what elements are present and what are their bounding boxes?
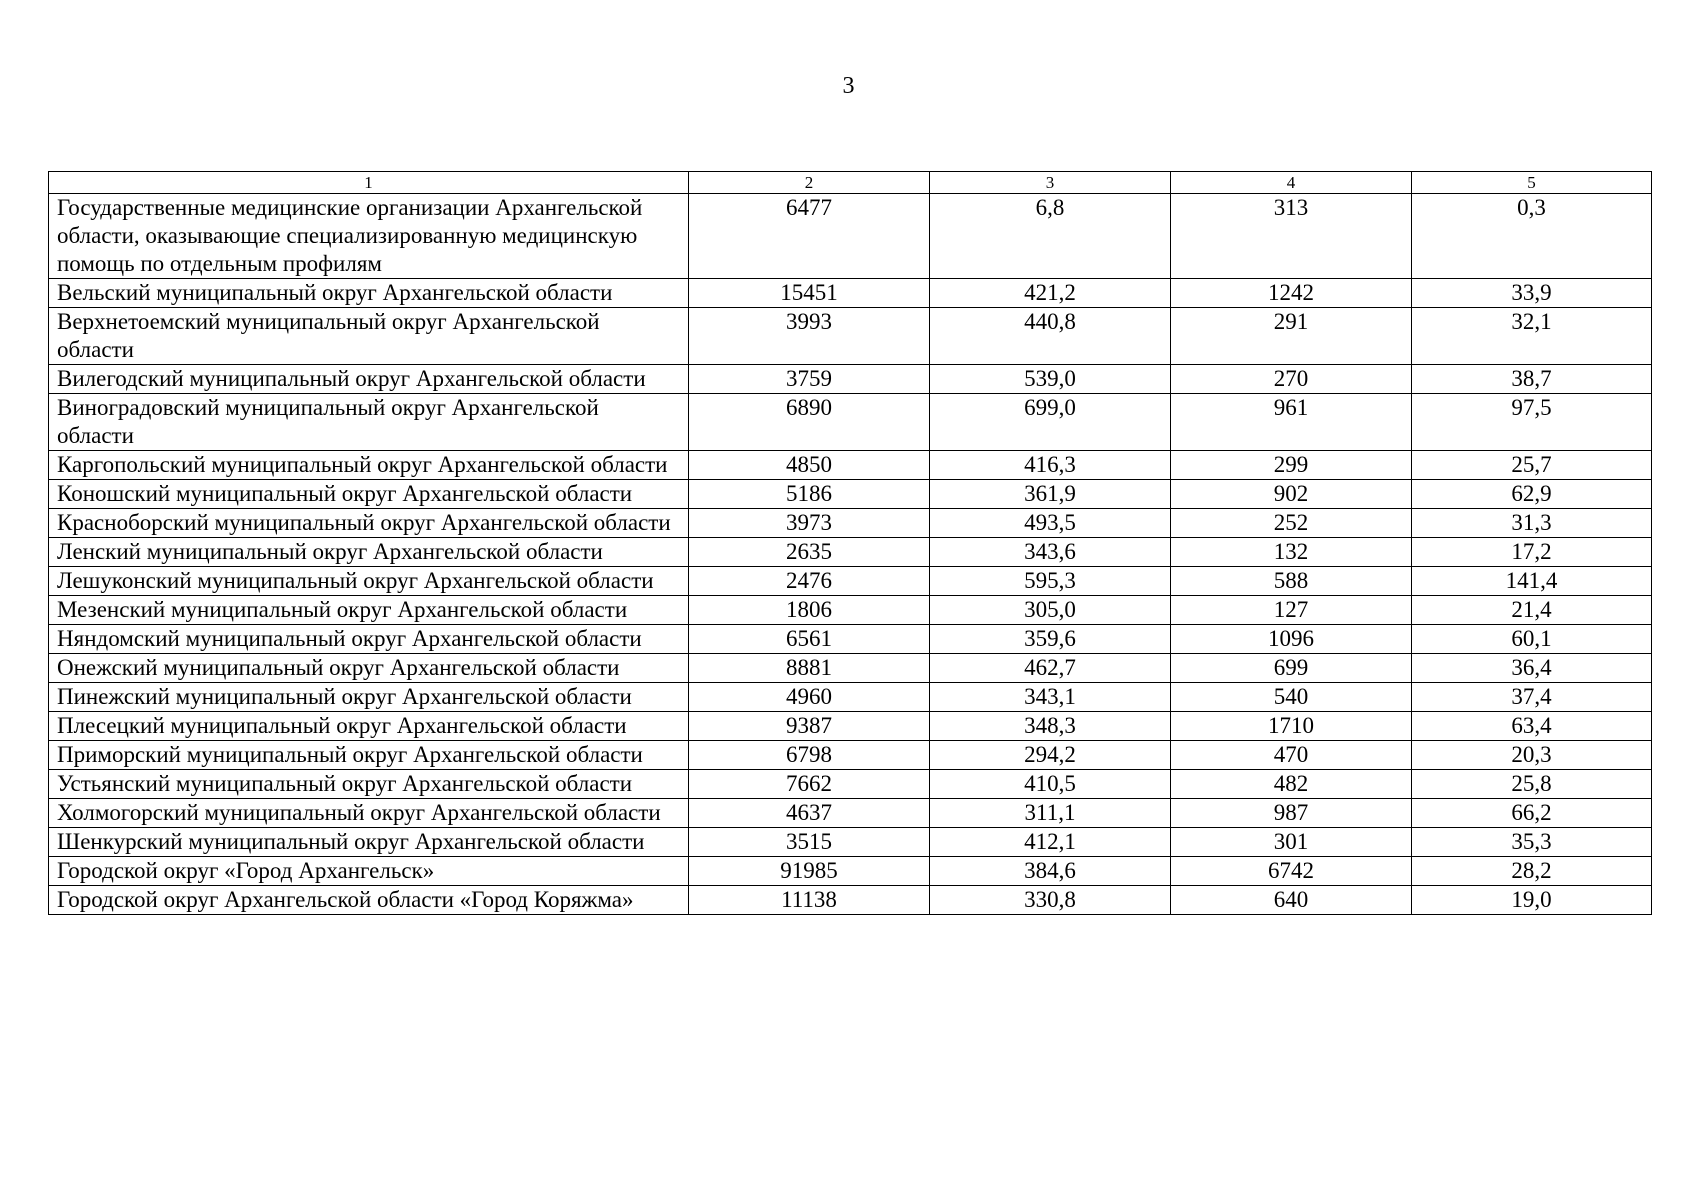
- table-row: [49, 538, 1652, 567]
- col5-value-cell: 60,1: [1412, 625, 1652, 654]
- table-row: [49, 799, 1652, 828]
- col3-value-cell: 311,1: [930, 799, 1171, 828]
- col5-value-cell: 25,8: [1412, 770, 1652, 799]
- col5-value-cell: 33,9: [1412, 279, 1652, 308]
- col4-value-cell: 540: [1171, 683, 1412, 712]
- table-row: [49, 741, 1652, 770]
- organization-name-cell: Верхнетоемский муниципальный округ Архангельской области: [49, 308, 689, 365]
- col4-value-cell: 640: [1171, 886, 1412, 915]
- organization-name-cell: Устьянский муниципальный округ Архангельской области: [49, 770, 689, 799]
- organization-name-cell: Лешуконский муниципальный округ Архангельской области: [49, 567, 689, 596]
- col2-value-cell: 8881: [689, 654, 930, 683]
- col3-value-cell: 361,9: [930, 480, 1171, 509]
- col5-value-cell: 36,4: [1412, 654, 1652, 683]
- organization-name-cell: Приморский муниципальный округ Архангельской области: [49, 741, 689, 770]
- col4-value-cell: 252: [1171, 509, 1412, 538]
- col3-value-cell: 410,5: [930, 770, 1171, 799]
- organization-name-cell: Коношский муниципальный округ Архангельской области: [49, 480, 689, 509]
- col3-value-cell: 412,1: [930, 828, 1171, 857]
- table-row: [49, 886, 1652, 915]
- header-row: [49, 172, 1652, 194]
- col5-value-cell: 97,5: [1412, 394, 1652, 451]
- table-row: [49, 596, 1652, 625]
- col5-value-cell: 62,9: [1412, 480, 1652, 509]
- col3-value-cell: 416,3: [930, 451, 1171, 480]
- col3-value-cell: 699,0: [930, 394, 1171, 451]
- col3-value-cell: 384,6: [930, 857, 1171, 886]
- column-header-1: 1: [49, 172, 689, 194]
- table-row: [49, 451, 1652, 480]
- table-row: [49, 654, 1652, 683]
- col2-value-cell: 6477: [689, 194, 930, 279]
- organization-name-cell: Шенкурский муниципальный округ Архангельской области: [49, 828, 689, 857]
- col5-value-cell: 17,2: [1412, 538, 1652, 567]
- table-row: [49, 365, 1652, 394]
- col5-value-cell: 38,7: [1412, 365, 1652, 394]
- col2-value-cell: 3515: [689, 828, 930, 857]
- col3-value-cell: 595,3: [930, 567, 1171, 596]
- organization-name-cell: Красноборский муниципальный округ Архангельской области: [49, 509, 689, 538]
- organization-name-cell: Пинежский муниципальный округ Архангельской области: [49, 683, 689, 712]
- col3-value-cell: 348,3: [930, 712, 1171, 741]
- col5-value-cell: 32,1: [1412, 308, 1652, 365]
- column-header-2: 2: [689, 172, 930, 194]
- col3-value-cell: 440,8: [930, 308, 1171, 365]
- col5-value-cell: 0,3: [1412, 194, 1652, 279]
- col4-value-cell: 987: [1171, 799, 1412, 828]
- col5-value-cell: 28,2: [1412, 857, 1652, 886]
- col2-value-cell: 3759: [689, 365, 930, 394]
- table-row: [49, 394, 1652, 451]
- table-row: [49, 770, 1652, 799]
- col4-value-cell: 291: [1171, 308, 1412, 365]
- col2-value-cell: 5186: [689, 480, 930, 509]
- col4-value-cell: 1242: [1171, 279, 1412, 308]
- col4-value-cell: 1710: [1171, 712, 1412, 741]
- col4-value-cell: 6742: [1171, 857, 1412, 886]
- col5-value-cell: 20,3: [1412, 741, 1652, 770]
- organization-name-cell: Няндомский муниципальный округ Архангельской области: [49, 625, 689, 654]
- col4-value-cell: 482: [1171, 770, 1412, 799]
- col5-value-cell: 21,4: [1412, 596, 1652, 625]
- col4-value-cell: 270: [1171, 365, 1412, 394]
- table-row: [49, 509, 1652, 538]
- col4-value-cell: 699: [1171, 654, 1412, 683]
- col3-value-cell: 343,1: [930, 683, 1171, 712]
- col3-value-cell: 539,0: [930, 365, 1171, 394]
- organization-name-cell: Государственные медицинские организации Архангельской области, оказывающие специализированную медицинскую помощь по отдельным профилям: [49, 194, 689, 279]
- page-number: 3: [842, 73, 855, 99]
- table-row: [49, 567, 1652, 596]
- col5-value-cell: 19,0: [1412, 886, 1652, 915]
- col2-value-cell: 2635: [689, 538, 930, 567]
- table-row: [49, 683, 1652, 712]
- col2-value-cell: 9387: [689, 712, 930, 741]
- organization-name-cell: Вельский муниципальный округ Архангельской области: [49, 279, 689, 308]
- col4-value-cell: 961: [1171, 394, 1412, 451]
- col4-value-cell: 132: [1171, 538, 1412, 567]
- column-header-4: 4: [1171, 172, 1412, 194]
- column-header-5: 5: [1412, 172, 1652, 194]
- col4-value-cell: 127: [1171, 596, 1412, 625]
- col2-value-cell: 4850: [689, 451, 930, 480]
- organization-name-cell: Городской округ Архангельской области «Город Коряжма»: [49, 886, 689, 915]
- col4-value-cell: 1096: [1171, 625, 1412, 654]
- col4-value-cell: 301: [1171, 828, 1412, 857]
- col2-value-cell: 1806: [689, 596, 930, 625]
- table-row: [49, 625, 1652, 654]
- organization-name-cell: Вилегодский муниципальный округ Архангельской области: [49, 365, 689, 394]
- organization-name-cell: Каргопольский муниципальный округ Архангельской области: [49, 451, 689, 480]
- col2-value-cell: 4960: [689, 683, 930, 712]
- organization-name-cell: Ленский муниципальный округ Архангельской области: [49, 538, 689, 567]
- col5-value-cell: 35,3: [1412, 828, 1652, 857]
- organization-name-cell: Онежский муниципальный округ Архангельской области: [49, 654, 689, 683]
- col3-value-cell: 359,6: [930, 625, 1171, 654]
- col4-value-cell: 588: [1171, 567, 1412, 596]
- col3-value-cell: 343,6: [930, 538, 1171, 567]
- table-body: [49, 194, 1652, 915]
- col5-value-cell: 66,2: [1412, 799, 1652, 828]
- organization-name-cell: Холмогорский муниципальный округ Архангельской области: [49, 799, 689, 828]
- col4-value-cell: 313: [1171, 194, 1412, 279]
- table-row: [49, 308, 1652, 365]
- col5-value-cell: 37,4: [1412, 683, 1652, 712]
- table-row: [49, 194, 1652, 279]
- column-header-3: 3: [930, 172, 1171, 194]
- col3-value-cell: 421,2: [930, 279, 1171, 308]
- col2-value-cell: 7662: [689, 770, 930, 799]
- table-header: [49, 172, 1652, 194]
- col2-value-cell: 15451: [689, 279, 930, 308]
- col2-value-cell: 4637: [689, 799, 930, 828]
- data-table: [48, 171, 1652, 915]
- col2-value-cell: 6798: [689, 741, 930, 770]
- col3-value-cell: 305,0: [930, 596, 1171, 625]
- col5-value-cell: 31,3: [1412, 509, 1652, 538]
- col3-value-cell: 330,8: [930, 886, 1171, 915]
- col5-value-cell: 141,4: [1412, 567, 1652, 596]
- table-row: [49, 279, 1652, 308]
- organization-name-cell: Мезенский муниципальный округ Архангельской области: [49, 596, 689, 625]
- table-row: [49, 480, 1652, 509]
- organization-name-cell: Виноградовский муниципальный округ Архангельской области: [49, 394, 689, 451]
- organization-name-cell: Плесецкий муниципальный округ Архангельской области: [49, 712, 689, 741]
- col5-value-cell: 25,7: [1412, 451, 1652, 480]
- col3-value-cell: 493,5: [930, 509, 1171, 538]
- col2-value-cell: 3993: [689, 308, 930, 365]
- col4-value-cell: 902: [1171, 480, 1412, 509]
- col2-value-cell: 2476: [689, 567, 930, 596]
- organization-name-cell: Городской округ «Город Архангельск»: [49, 857, 689, 886]
- table-row: [49, 712, 1652, 741]
- table-row: [49, 857, 1652, 886]
- col3-value-cell: 294,2: [930, 741, 1171, 770]
- col4-value-cell: 470: [1171, 741, 1412, 770]
- col5-value-cell: 63,4: [1412, 712, 1652, 741]
- col2-value-cell: 6561: [689, 625, 930, 654]
- table-row: [49, 828, 1652, 857]
- col2-value-cell: 6890: [689, 394, 930, 451]
- col2-value-cell: 91985: [689, 857, 930, 886]
- col2-value-cell: 3973: [689, 509, 930, 538]
- col4-value-cell: 299: [1171, 451, 1412, 480]
- col3-value-cell: 6,8: [930, 194, 1171, 279]
- col2-value-cell: 11138: [689, 886, 930, 915]
- col3-value-cell: 462,7: [930, 654, 1171, 683]
